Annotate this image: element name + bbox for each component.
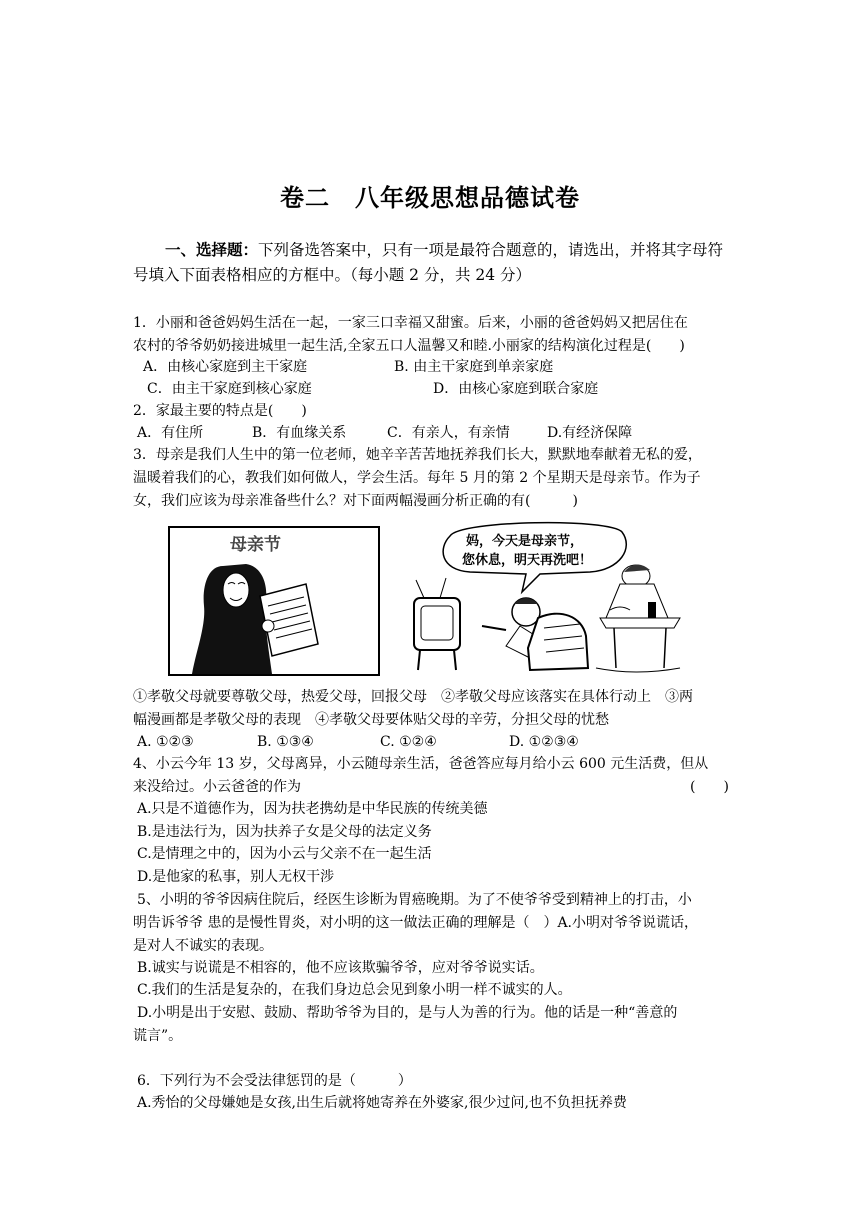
q2-option-a: A．有住所 <box>137 425 204 441</box>
q3-analysis-line1: ①孝敬父母就要尊敬父母，热爱父母，回报父母 ②孝敬父母应该落实在具体行动上 ③两 <box>133 689 693 705</box>
section-text: 下列备选答案中，只有一项是最符合题意的，请选出，并将其字母符号填入下面表格相应的方框中。（每小题 2 分，共 24 分） <box>133 241 724 284</box>
q4-stem-line1: 4、小云今年 13 岁，父母离异，小云随母亲生活，爸爸答应每月给小云 600 元生活费，但从 <box>133 756 709 772</box>
q2-option-c: C．有亲人，有亲情 <box>387 425 510 441</box>
q6-stem: 6．下列行为不会受法律惩罚的是（ ） <box>137 1073 412 1089</box>
q5-stem-line3: 是对人不诚实的表现。 <box>133 938 273 954</box>
q5-option-b: B.诚实与说谎是不相容的，他不应该欺骗爷爷，应对爷爷说实话。 <box>137 960 544 976</box>
q1-stem-line2: 农村的爷爷奶奶接进城里一起生活,全家五口人温馨又和睦.小丽家的结构演化过程是( ) <box>133 338 685 354</box>
cartoon-child-tv <box>410 518 690 678</box>
q5-stem-line1: 5、小明的爷爷因病住院后，经医生诊断为胃癌晚期。为了不使爷爷受到精神上的打击，小 <box>137 892 692 908</box>
q1-stem-line1: 1．小丽和爸爸妈妈生活在一起，一家三口幸福又甜蜜。后来，小丽的爸爸妈妈又把居住在 <box>133 315 688 331</box>
q4-option-a: A.只是不道德作为，因为扶老携幼是中华民族的传统美德 <box>137 801 488 817</box>
q4-option-d: D.是他家的私事，别人无权干涉 <box>137 869 335 885</box>
cartoon-mother-reading-drawing <box>168 526 380 676</box>
q1-option-c: C．由主干家庭到核心家庭 <box>147 381 312 397</box>
q3-option-a: A. ①②③ <box>137 734 194 750</box>
q5-option-c: C.我们的生活是复杂的，在我们身边总会见到象小明一样不诚实的人。 <box>137 982 572 998</box>
q3-stem-line3: 女，我们应该为母亲准备些什么？对下面两幅漫画分析正确的有( ) <box>133 493 578 509</box>
q3-option-b: B. ①③④ <box>257 734 314 750</box>
q2-stem: 2．家最主要的特点是( ) <box>133 403 307 419</box>
cartoon2-bubble-line2: 您休息，明天再洗吧！ <box>462 553 593 568</box>
q4-option-b: B.是违法行为，因为扶养子女是父母的法定义务 <box>137 824 432 840</box>
q1-option-b: B. 由主干家庭到单亲家庭 <box>394 359 554 375</box>
q3-stem-line2: 温暖着我们的心，教我们如何做人，学会生活。每年 5 月的第 2 个星期天是母亲节。作为子 <box>133 470 701 486</box>
q5-stem-line2: 明告诉爷爷 患的是慢性胃炎，对小明的这一做法正确的理解是（ ）A.小明对爷爷说谎话， <box>133 915 699 931</box>
page-title: 卷二 八年级思想品德试卷 <box>280 184 580 212</box>
section-instruction <box>133 238 733 288</box>
q4-stem-line2: 来没给过。小云爸爸的作为 <box>133 779 301 795</box>
cartoon1-caption: 母亲节 <box>230 535 281 555</box>
section-label: 一、选择题： <box>165 241 259 259</box>
q4-option-c: C.是情理之中的，因为小云与父亲不在一起生活 <box>137 846 432 862</box>
q3-analysis-line2: 幅漫画都是孝敬父母的表现 ④孝敬父母要体贴父母的辛劳，分担父母的忧愁 <box>133 712 609 728</box>
q3-stem-line1: 3．母亲是我们人生中的第一位老师，她辛辛苦苦地抚养我们长大，默默地奉献着无私的爱， <box>133 447 702 463</box>
q5-option-d-line1: D.小明是出于安慰、鼓励、帮助爷爷为目的，是与人为善的行为。他的话是一种“善意的 <box>137 1005 678 1021</box>
cartoon-mother-reading <box>168 526 380 676</box>
cartoon2-bubble-line1: 妈，今天是母亲节， <box>466 534 584 549</box>
cartoon-child-tv-drawing <box>410 518 690 678</box>
q2-option-b: B．有血缘关系 <box>252 425 347 441</box>
q1-option-d: D．由核心家庭到联合家庭 <box>433 381 599 397</box>
q4-answer-paren: ( ) <box>690 779 729 795</box>
q3-option-c: C. ①②④ <box>380 734 437 750</box>
q6-option-a: A.秀怡的父母嫌她是女孩,出生后就将她寄养在外婆家,很少过问,也不负担抚养费 <box>137 1095 627 1111</box>
q2-option-d: D.有经济保障 <box>547 425 633 441</box>
q5-option-d-line2: 谎言”。 <box>133 1028 183 1044</box>
q3-option-d: D. ①②③④ <box>509 734 579 750</box>
q1-option-a: A．由核心家庭到主干家庭 <box>143 359 308 375</box>
